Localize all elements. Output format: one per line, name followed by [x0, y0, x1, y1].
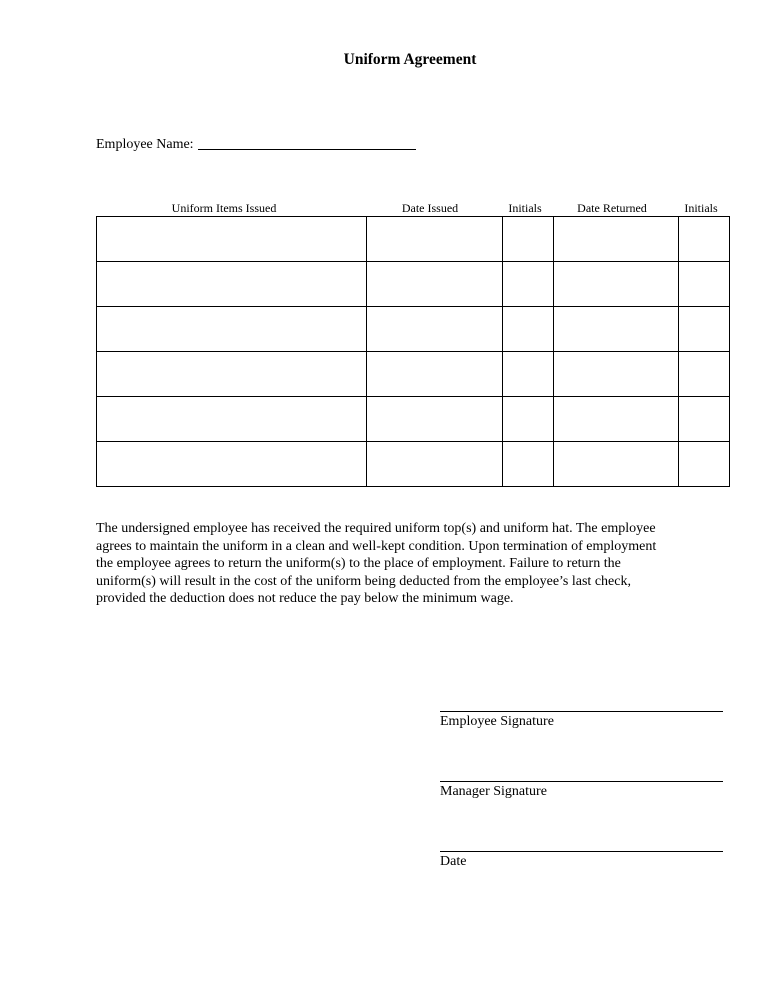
table-cell — [679, 397, 730, 442]
table-cell — [367, 262, 503, 307]
table-cell — [367, 397, 503, 442]
employee-name-blank-line — [198, 135, 416, 150]
agreement-paragraph — [96, 520, 736, 608]
manager-signature-label: Manager Signature — [440, 784, 547, 799]
table-cell — [503, 262, 554, 307]
table-cell — [554, 307, 679, 352]
table-cell — [503, 217, 554, 262]
table-row — [97, 352, 730, 397]
agreement-line: The undersigned employee has received the required uniform top(s) and uniform hat. The employee — [96, 521, 656, 536]
table-cell — [97, 307, 367, 352]
table-cell — [97, 397, 367, 442]
date-label: Date — [440, 854, 467, 869]
date-block — [440, 851, 723, 870]
table-row — [97, 217, 730, 262]
manager-signature-block — [440, 781, 723, 800]
table-cell — [367, 217, 503, 262]
table-cell — [367, 307, 503, 352]
date-line — [440, 851, 723, 852]
employee-signature-line — [440, 711, 723, 712]
table-cell — [679, 307, 730, 352]
table-cell — [503, 397, 554, 442]
table-row — [97, 397, 730, 442]
agreement-line: agrees to maintain the uniform in a clean and well-kept condition. Upon termination of employment — [96, 538, 657, 554]
employee-name-field — [96, 133, 416, 153]
table-row — [97, 307, 730, 352]
uniform-items-table — [96, 216, 730, 487]
agreement-line: uniform(s) will result in the cost of the uniform being deducted from the employee’s last check, — [96, 573, 631, 589]
manager-signature-line — [440, 781, 723, 782]
table-cell — [503, 307, 554, 352]
employee-signature-block — [440, 711, 723, 730]
table-row — [97, 442, 730, 487]
table-cell — [679, 262, 730, 307]
table-cell — [503, 352, 554, 397]
column-header-date-issued: Date Issued — [401, 201, 459, 215]
table-cell — [554, 442, 679, 487]
table-cell — [97, 217, 367, 262]
table-cell — [503, 442, 554, 487]
table-cell — [679, 442, 730, 487]
table-cell — [367, 352, 503, 397]
agreement-line: the employee agrees to return the uniform(s) to the place of employment. Failure to return the — [96, 556, 621, 571]
table-cell — [679, 217, 730, 262]
employee-signature-label: Employee Signature — [440, 714, 554, 729]
column-header-initials-returned: Initials — [684, 201, 718, 215]
table-row — [97, 262, 730, 307]
document-title: Uniform Agreement — [343, 51, 477, 68]
column-header-date-returned: Date Returned — [577, 201, 647, 215]
table-cell — [554, 397, 679, 442]
table-cell — [554, 217, 679, 262]
table-cell — [554, 262, 679, 307]
employee-name-label: Employee Name: — [96, 137, 194, 152]
table-cell — [97, 352, 367, 397]
table-cell — [554, 352, 679, 397]
table-cell — [679, 352, 730, 397]
column-header-uniform-items: Uniform Items Issued — [171, 201, 277, 215]
column-header-initials-issued: Initials — [508, 201, 542, 215]
table-cell — [367, 442, 503, 487]
table-cell — [97, 262, 367, 307]
agreement-line: provided the deduction does not reduce the pay below the minimum wage. — [96, 591, 514, 606]
table-cell — [97, 442, 367, 487]
